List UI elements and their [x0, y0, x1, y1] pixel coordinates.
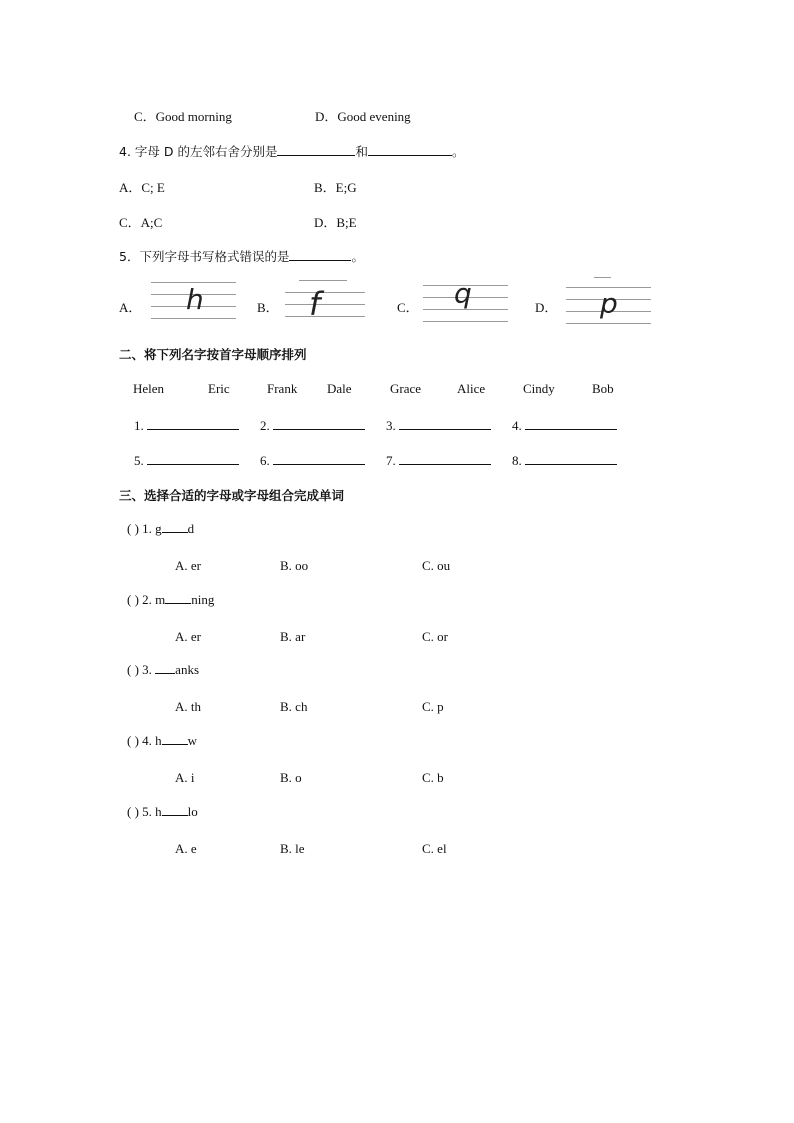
- s3-item-5-option-a: A. e: [175, 841, 197, 856]
- order-blank-6: [260, 452, 365, 469]
- s3-item-3: [127, 661, 199, 678]
- item-number: 5. h: [142, 804, 162, 819]
- order-number: 8.: [512, 453, 522, 468]
- q4-option-c: C．A;C: [119, 215, 163, 230]
- letter-blank: [162, 803, 188, 816]
- s3-item-4-option-c: C. b: [422, 770, 444, 785]
- q5-option-b-label: B．: [257, 300, 279, 315]
- order-line: [399, 452, 491, 465]
- s3-item-2-option-b: B. ar: [280, 629, 306, 644]
- s3-item-3-option-a: A. th: [175, 699, 201, 714]
- order-line: [525, 417, 617, 430]
- s3-item-1-option-b: B. oo: [280, 558, 309, 573]
- order-line: [273, 417, 365, 430]
- order-blank-1: [134, 417, 239, 434]
- answer-paren: ( ): [127, 733, 139, 748]
- item-number: 2. m: [142, 592, 166, 607]
- q4-connector: 和: [355, 144, 368, 159]
- s3-item-2-option-c: C. or: [422, 629, 448, 644]
- s3-item-2-option-a: A. er: [175, 629, 201, 644]
- q3-option-c: C．Good morning: [134, 109, 232, 124]
- q5-stem: [119, 247, 364, 265]
- order-blank-7: [386, 452, 491, 469]
- q3-option-d: D．Good evening: [315, 109, 411, 124]
- name-eric: Eric: [208, 381, 230, 396]
- item-number: 1. g: [142, 521, 162, 536]
- order-number: 6.: [260, 453, 270, 468]
- letter-blank: [162, 732, 188, 745]
- section3-title: 三、选择合适的字母或字母组合完成单词: [119, 488, 345, 503]
- name-frank: Frank: [267, 381, 298, 396]
- letter-blank: [162, 520, 188, 533]
- q5-option-d-label: D．: [535, 300, 558, 315]
- order-number: 3.: [386, 418, 396, 433]
- s3-item-2: [127, 591, 214, 608]
- q4-blank-1: [277, 143, 355, 156]
- name-cindy: Cindy: [523, 381, 555, 396]
- q5-option-c-label: C．: [397, 300, 419, 315]
- s3-item-3-option-b: B. ch: [280, 699, 308, 714]
- s3-item-4-option-a: A. i: [175, 770, 195, 785]
- name-grace: Grace: [390, 381, 422, 396]
- order-number: 4.: [512, 418, 522, 433]
- answer-paren: ( ): [127, 804, 139, 819]
- s3-item-3-option-c: C. p: [422, 699, 444, 714]
- name-dale: Dale: [327, 381, 352, 396]
- item-tail: anks: [175, 662, 200, 677]
- item-tail: d: [187, 521, 195, 536]
- q5-option-b-letter: f: [309, 285, 321, 323]
- q4-stem: [119, 142, 465, 160]
- answer-paren: ( ): [127, 521, 139, 536]
- answer-paren: ( ): [127, 592, 139, 607]
- item-tail: lo: [187, 804, 198, 819]
- order-number: 5.: [134, 453, 144, 468]
- q5-blank: [289, 248, 351, 261]
- q5-option-c-letter: q: [454, 277, 472, 310]
- order-blank-2: [260, 417, 365, 434]
- order-line: [273, 452, 365, 465]
- q5-end: 。: [351, 249, 364, 264]
- order-line: [525, 452, 617, 465]
- s3-item-1-option-c: C. ou: [422, 558, 451, 573]
- order-line: [399, 417, 491, 430]
- s3-item-5-option-c: C. el: [422, 841, 447, 856]
- s3-item-4: [127, 732, 197, 749]
- q4-blank-2: [368, 143, 452, 156]
- item-number: 4. h: [142, 733, 162, 748]
- q4-option-d: D．B;E: [314, 215, 357, 230]
- order-blank-8: [512, 452, 617, 469]
- order-number: 7.: [386, 453, 396, 468]
- s3-item-5: [127, 803, 198, 820]
- q4-option-b: B．E;G: [314, 180, 357, 195]
- q4-stem-text: 4. 字母 D 的左邻右舍分别是: [119, 144, 278, 159]
- q5-option-b-writing-lines: [285, 280, 365, 326]
- q5-option-a-letter: h: [186, 283, 204, 316]
- letter-blank: [165, 591, 191, 604]
- s3-item-5-option-b: B. le: [280, 841, 305, 856]
- order-blank-4: [512, 417, 617, 434]
- item-tail: ning: [191, 592, 215, 607]
- section2-title: 二、将下列名字按首字母顺序排列: [119, 347, 307, 362]
- q4-end: 。: [452, 144, 465, 159]
- order-number: 2.: [260, 418, 270, 433]
- q4-option-a: A．C; E: [119, 180, 165, 195]
- s3-item-1-option-a: A. er: [175, 558, 201, 573]
- order-line: [147, 417, 239, 430]
- letter-blank: [155, 661, 175, 674]
- q5-stem-text: 5．下列字母书写格式错误的是: [119, 249, 290, 264]
- order-line: [147, 452, 239, 465]
- item-tail: w: [187, 733, 198, 748]
- order-number: 1.: [134, 418, 144, 433]
- q5-option-d-letter: p: [600, 287, 618, 320]
- q5-option-a-label: A．: [119, 300, 142, 315]
- order-blank-3: [386, 417, 491, 434]
- order-blank-5: [134, 452, 239, 469]
- name-alice: Alice: [457, 381, 486, 396]
- s3-item-1: [127, 520, 194, 537]
- name-bob: Bob: [592, 381, 614, 396]
- name-helen: Helen: [133, 381, 165, 396]
- answer-paren: ( ): [127, 662, 139, 677]
- s3-item-4-option-b: B. o: [280, 770, 302, 785]
- item-number: 3.: [142, 662, 156, 677]
